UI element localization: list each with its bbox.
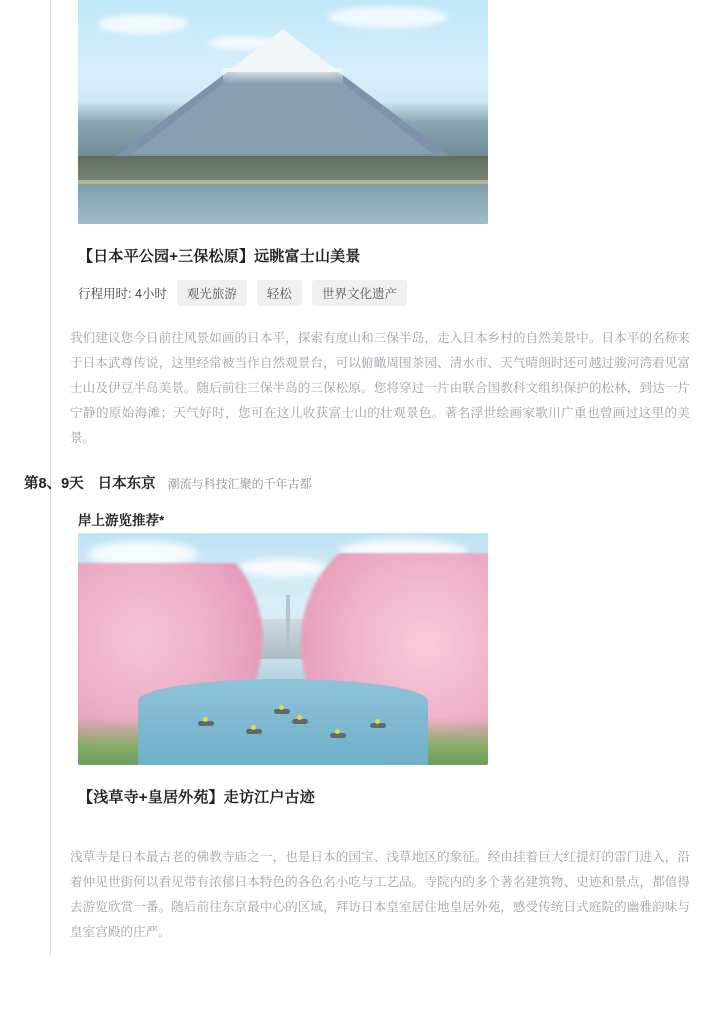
tag-sightseeing: 观光旅游 [177, 280, 247, 306]
day-label: 第8、9天 [24, 476, 84, 492]
day-city: 日本东京 [97, 476, 156, 492]
tag-easy: 轻松 [257, 280, 302, 306]
day-heading [24, 472, 312, 493]
duration-label: 行程用时: 4小时 [78, 287, 167, 301]
excursion-title: 【日本平公园+三保松原】远眺富士山美景 [78, 248, 361, 265]
tokyo-cherry-blossom-photo [78, 533, 488, 765]
excursion-title: 【浅草寺+皇居外苑】走访江户古迹 [78, 789, 315, 806]
tag-world-heritage: 世界文化遗产 [312, 280, 407, 306]
day-subtitle: 潮流与科技汇聚的千年古都 [167, 477, 312, 491]
mount-fuji-photo [78, 0, 488, 224]
shore-excursion-heading: 岸上游览推荐* [78, 513, 165, 528]
excursion-description: 浅草寺是日本最古老的佛教寺庙之一，也是日本的国宝、浅草地区的象征。经由挂着巨大红提灯的雷门进入，沿着仲见世街何以看见带有浓郁日本特色的各色名小吃与工艺品。寺院内的多个著名建筑物、史迹和景点，都值得去游览欣赏一番。随后前往东京最中心的区域，拜访日本皇室居住地皇居外苑，感受传统日式庭院的幽雅韵味与皇室宫殿的庄严。 [70, 850, 690, 939]
excursion-meta-row [78, 280, 407, 306]
excursion-description: 我们建议您今日前往风景如画的日本平，探索有度山和三保半岛，走入日本乡村的自然美景中。日本平的名称来于日本武尊传说，这里经常被当作自然观景台，可以俯瞰周围茶园、清水市、天气晴朗时还可越过骏河湾看见富士山及伊豆半岛美景。随后前往三保半岛的三保松原。您将穿过一片由联合国教科文组织保护的松林，到达一片宁静的原始海滩；天气好时，您可在这儿收获富士山的壮观景色。著名浮世绘画家歌川广重也曾画过这里的美景。 [70, 331, 690, 445]
